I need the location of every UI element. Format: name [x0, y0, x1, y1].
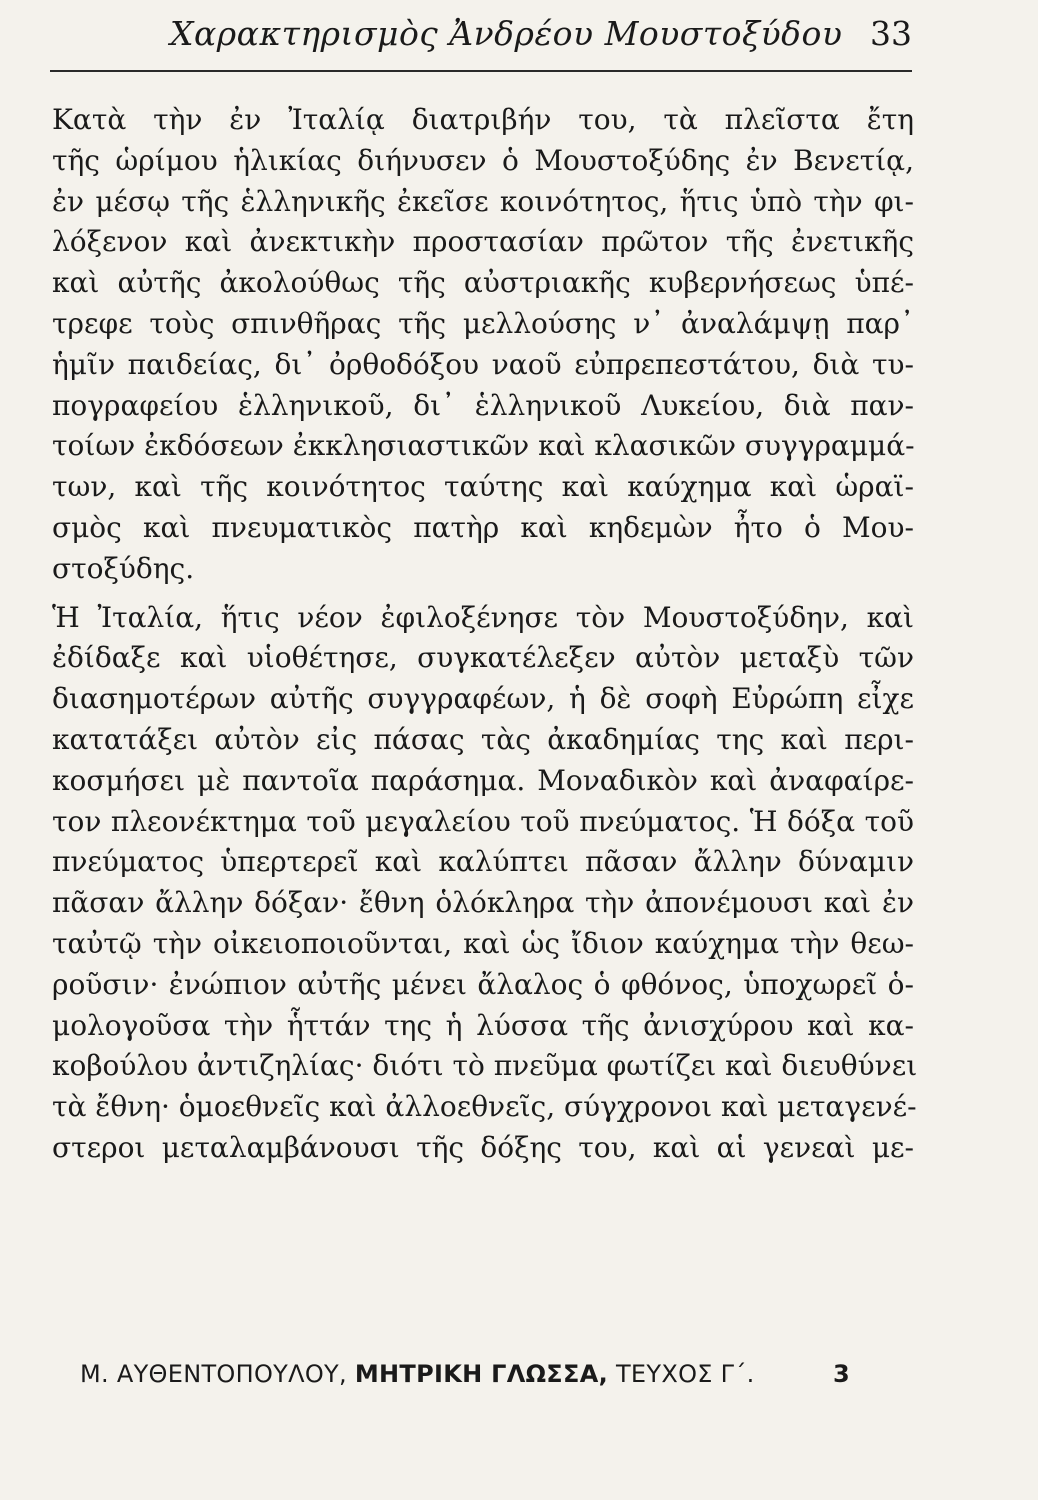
- text-line: τὰ ἔθνη· ὁμοεθνεῖς καὶ ἀλλοεθνεῖς, σύγχρονοι καὶ μεταγενέ-: [52, 1090, 917, 1124]
- footer-author: Μ. ΑΥΘΕΝΤΟΠΟΥΛΟΥ,: [80, 1360, 347, 1388]
- text-line: πᾶσαν ἄλλην δόξαν· ἔθνη ὁλόκληρα τὴν ἀπονέμουσι καὶ ἐν: [52, 886, 914, 920]
- footer-book-title: ΜΗΤΡΙΚΗ ΓΛΩΣΣΑ,: [354, 1360, 608, 1388]
- signature-mark: 3: [833, 1360, 850, 1388]
- text-line: κοσμήσει μὲ παντοῖα παράσημα. Μοναδικὸν καὶ ἀναφαίρε-: [52, 763, 914, 797]
- text-line: ροῦσιν· ἐνώπιον αὐτῆς μένει ἄλαλος ὁ φθόνος, ὑποχωρεῖ ὁ-: [52, 967, 914, 1001]
- header-rule: [50, 70, 912, 72]
- paragraph-gap: [52, 590, 914, 598]
- text-line: ἡμῖν παιδείας, δι᾽ ὀρθοδόξου ναοῦ εὐπρεπεστάτου, διὰ τυ-: [52, 347, 914, 381]
- paragraph: [52, 100, 914, 590]
- text-line: Κατὰ τὴν ἐν Ἰταλίᾳ διατριβήν του, τὰ πλεῖστα ἔτη: [52, 103, 914, 136]
- text-line: κατατάξει αὐτὸν εἰς πάσας τὰς ἀκαδημίας της καὶ περι-: [52, 722, 914, 756]
- footer-volume: ΤΕΥΧΟΣ Γ΄.: [615, 1360, 755, 1388]
- text-line: στοξύδης.: [52, 551, 195, 585]
- text-line: ταὐτῷ τὴν οἰκειοποιοῦνται, καὶ ὡς ἴδιον καύχημα τὴν θεω-: [52, 926, 914, 960]
- running-head: [170, 14, 912, 66]
- text-line: τον πλεονέκτημα τοῦ μεγαλείου τοῦ πνεύματος. Ἡ δόξα τοῦ: [52, 804, 914, 838]
- text-line: καὶ αὐτῆς ἀκολούθως τῆς αὐστριακῆς κυβερνήσεως ὑπέ-: [52, 266, 914, 300]
- printer-footer: [80, 1360, 850, 1396]
- text-line: στεροι μεταλαμβάνουσι τῆς δόξης του, καὶ αἱ γενεαὶ με-: [52, 1130, 914, 1164]
- text-line: μολογοῦσα τὴν ἧττάν της ἡ λύσσα τῆς ἀνισχύρου καὶ κα-: [52, 1008, 914, 1042]
- text-line: ἐδίδαξε καὶ υἱοθέτησε, συγκατέλεξεν αὐτὸν μεταξὺ τῶν: [52, 641, 914, 675]
- body-text: [52, 100, 918, 1169]
- text-line: σμὸς καὶ πνευματικὸς πατὴρ καὶ κηδεμὼν ἦτο ὁ Μου-: [52, 510, 914, 544]
- text-line: λόξενον καὶ ἀνεκτικὴν προστασίαν πρῶτον τῆς ἐνετικῆς: [52, 225, 914, 259]
- text-line: πνεύματος ὑπερτερεῖ καὶ καλύπτει πᾶσαν ἄλλην δύναμιν: [52, 845, 914, 879]
- text-line: των, καὶ τῆς κοινότητος ταύτης καὶ καύχημα καὶ ὡραϊ-: [52, 470, 914, 504]
- text-line: κοβούλου ἀντιζηλίας· διότι τὸ πνεῦμα φωτίζει καὶ διευθύνει: [52, 1049, 918, 1083]
- text-line: Ἡ Ἰταλία, ἥτις νέον ἐφιλοξένησε τὸν Μουστοξύδην, καὶ: [52, 600, 914, 634]
- text-line: ἐν μέσῳ τῆς ἑλληνικῆς ἐκεῖσε κοινότητος, ἥτις ὑπὸ τὴν φι-: [52, 184, 914, 218]
- page-number: 33: [870, 14, 912, 53]
- running-title: Χαρακτηρισμὸς Ἀνδρέου Μουστοξύδου: [170, 14, 843, 53]
- paragraph: [52, 598, 918, 1169]
- text-line: τῆς ὡρίμου ἡλικίας διήνυσεν ὁ Μουστοξύδης ἐν Βενετίᾳ,: [52, 143, 914, 177]
- text-line: διασημοτέρων αὐτῆς συγγραφέων, ἡ δὲ σοφὴ Εὐρώπη εἶχε: [52, 682, 914, 716]
- footer-line: [80, 1360, 755, 1388]
- text-line: τρεφε τοὺς σπινθῆρας τῆς μελλούσης ν᾽ ἀναλάμψῃ παρ᾽: [52, 306, 914, 340]
- text-line: πογραφείου ἑλληνικοῦ, δι᾽ ἑλληνικοῦ Λυκείου, διὰ παν-: [52, 388, 914, 422]
- text-line: τοίων ἐκδόσεων ἐκκλησιαστικῶν καὶ κλασικῶν συγγραμμά-: [52, 429, 915, 463]
